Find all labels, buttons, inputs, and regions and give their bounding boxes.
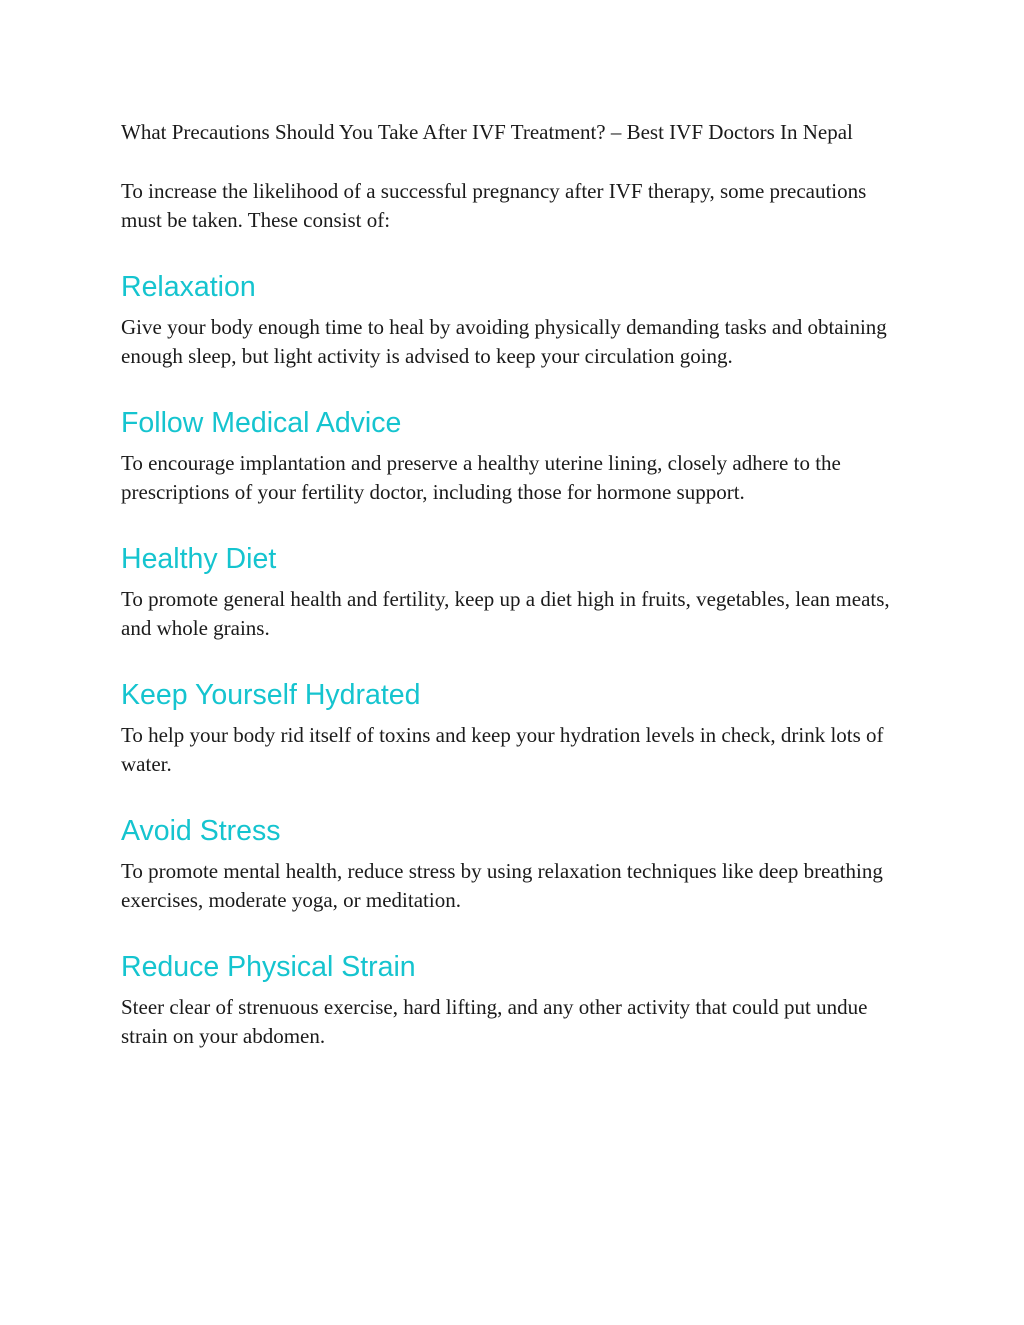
section-heading: Avoid Stress: [121, 814, 281, 847]
section-relaxation: [121, 269, 911, 372]
section-heading: Relaxation: [121, 270, 256, 303]
section-body: To encourage implantation and preserve a healthy uterine lining, closely adhere to the prescriptions of your fertility doctor, including those for hormone support.: [121, 450, 841, 504]
section-heading: Follow Medical Advice: [121, 406, 402, 439]
section-body: Give your body enough time to heal by avoiding physically demanding tasks and obtaining enough sleep, but light activity is advised to keep your circulation going.: [121, 314, 887, 368]
section-avoid-stress: [121, 813, 911, 916]
section-body: To promote mental health, reduce stress by using relaxation techniques like deep breathing exercises, moderate yoga, or meditation.: [121, 858, 883, 912]
section-reduce-physical-strain: [121, 949, 911, 1052]
section-heading: Reduce Physical Strain: [121, 950, 416, 983]
section-healthy-diet: [121, 541, 911, 644]
section-body: Steer clear of strenuous exercise, hard lifting, and any other activity that could put undue strain on your abdomen.: [121, 994, 868, 1048]
document-content: [121, 118, 911, 1085]
section-body: To promote general health and fertility, keep up a diet high in fruits, vegetables, lean meats, and whole grains.: [121, 586, 890, 640]
section-follow-medical-advice: [121, 405, 911, 508]
section-heading: Healthy Diet: [121, 542, 277, 575]
intro-paragraph: To increase the likelihood of a successful pregnancy after IVF therapy, some precautions must be taken. These consist of:: [121, 178, 867, 232]
section-keep-yourself-hydrated: [121, 677, 911, 780]
section-body: To help your body rid itself of toxins and keep your hydration levels in check, drink lots of water.: [121, 722, 884, 776]
document-title: What Precautions Should You Take After IVF Treatment? – Best IVF Doctors In Nepal: [121, 120, 853, 144]
section-heading: Keep Yourself Hydrated: [121, 678, 421, 711]
